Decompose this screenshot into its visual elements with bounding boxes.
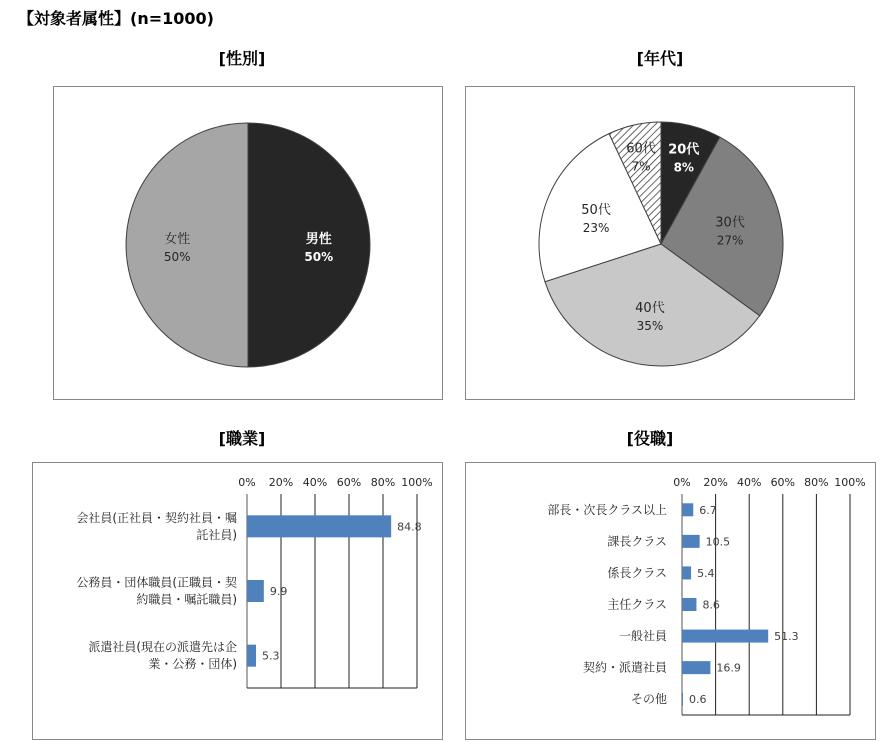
position-category-label: 係長クラス: [607, 565, 667, 580]
position-chart-panel: [465, 462, 876, 740]
position-tick-label: 60%: [770, 476, 796, 489]
occupation-category-label: 公務員・団体職員(正職員・契: [76, 575, 237, 590]
position-category-label: その他: [630, 692, 667, 707]
position-tick-label: 20%: [703, 476, 728, 489]
occupation-tick-label: 20%: [268, 476, 294, 489]
age-pie-chart: [466, 87, 856, 401]
position-tick-label: 40%: [736, 476, 762, 489]
gender-section-title: [性別]: [218, 49, 266, 68]
occupation-category-label: 約職員・嘱託職員): [136, 592, 237, 607]
occupation-tick-label: 100%: [401, 476, 433, 489]
age-section-title: [年代]: [636, 49, 684, 68]
occupation-tick-label: 40%: [302, 476, 328, 489]
position-tick-label: 100%: [834, 476, 866, 489]
occupation-category-label: 業・公務・団体): [148, 657, 237, 672]
position-bar-chart: [466, 463, 877, 741]
gender-slice-percent-2: 50%: [163, 250, 191, 264]
position-value-label: 6.7: [699, 503, 717, 517]
age-slice-percent-5: 7%: [631, 159, 651, 174]
position-tick-label: 80%: [804, 476, 829, 489]
position-bar-2: [682, 535, 700, 548]
age-slice-label-1: 20代: [668, 142, 700, 158]
gender-slice-label-1: 男性: [305, 232, 332, 247]
position-tick-label: 0%: [673, 476, 691, 489]
occupation-value-label: 9.9: [269, 585, 288, 598]
position-category-label: 一般社員: [618, 629, 667, 644]
position-category-label: 主任クラス: [607, 597, 667, 612]
occupation-tick-label: 60%: [336, 476, 362, 489]
gender-pie-chart: [54, 87, 444, 401]
occupation-category-label: 会社員(正社員・契約社員・嘱: [76, 510, 237, 525]
occupation-value-label: 84.8: [397, 520, 422, 534]
position-category-label: 部長・次長クラス以上: [547, 502, 667, 517]
age-slice-label-2: 30代: [715, 215, 745, 231]
position-value-label: 0.6: [689, 693, 707, 707]
gender-slice-label-2: 女性: [164, 232, 191, 247]
occupation-bar-2: [247, 580, 264, 602]
age-slice-percent-1: 8%: [673, 160, 694, 175]
position-value-label: 10.5: [705, 535, 731, 549]
age-slice-label-5: 60代: [626, 141, 656, 157]
occupation-bar-3: [247, 645, 256, 667]
page-title: 【対象者属性】(n=1000): [18, 9, 214, 28]
age-slice-percent-2: 27%: [716, 233, 744, 248]
occupation-category-label: 託社員): [196, 527, 237, 542]
occupation-tick-label: 80%: [370, 476, 396, 489]
age-slice-percent-4: 23%: [582, 220, 610, 235]
position-bar-6: [682, 661, 710, 674]
age-slice-label-4: 50代: [581, 202, 611, 218]
position-value-label: 16.9: [716, 661, 741, 675]
position-bar-1: [682, 503, 693, 516]
gender-slice-percent-1: 50%: [304, 250, 334, 264]
position-bar-3: [682, 566, 691, 579]
gender-chart-panel: [53, 86, 443, 400]
occupation-section-title: [職業]: [218, 429, 266, 448]
position-value-label: 51.3: [774, 630, 799, 644]
position-bar-4: [682, 598, 696, 611]
position-value-label: 5.4: [697, 566, 715, 580]
age-slice-label-3: 40代: [635, 300, 665, 316]
age-chart-panel: [465, 86, 855, 400]
position-bar-7: [682, 693, 683, 706]
occupation-tick-label: 0%: [238, 476, 256, 489]
occupation-chart-panel: [32, 462, 443, 740]
occupation-category-label: 派遣社員(現在の派遣先は企: [88, 640, 237, 655]
occupation-bar-1: [247, 515, 391, 537]
position-section-title: [役職]: [626, 429, 674, 448]
position-value-label: 8.6: [702, 598, 720, 612]
position-category-label: 課長クラス: [607, 534, 667, 549]
age-slice-percent-3: 35%: [636, 318, 664, 333]
position-category-label: 契約・派遣社員: [582, 660, 667, 675]
occupation-bar-chart: [33, 463, 444, 741]
occupation-value-label: 5.3: [262, 649, 280, 663]
position-bar-5: [682, 630, 768, 643]
